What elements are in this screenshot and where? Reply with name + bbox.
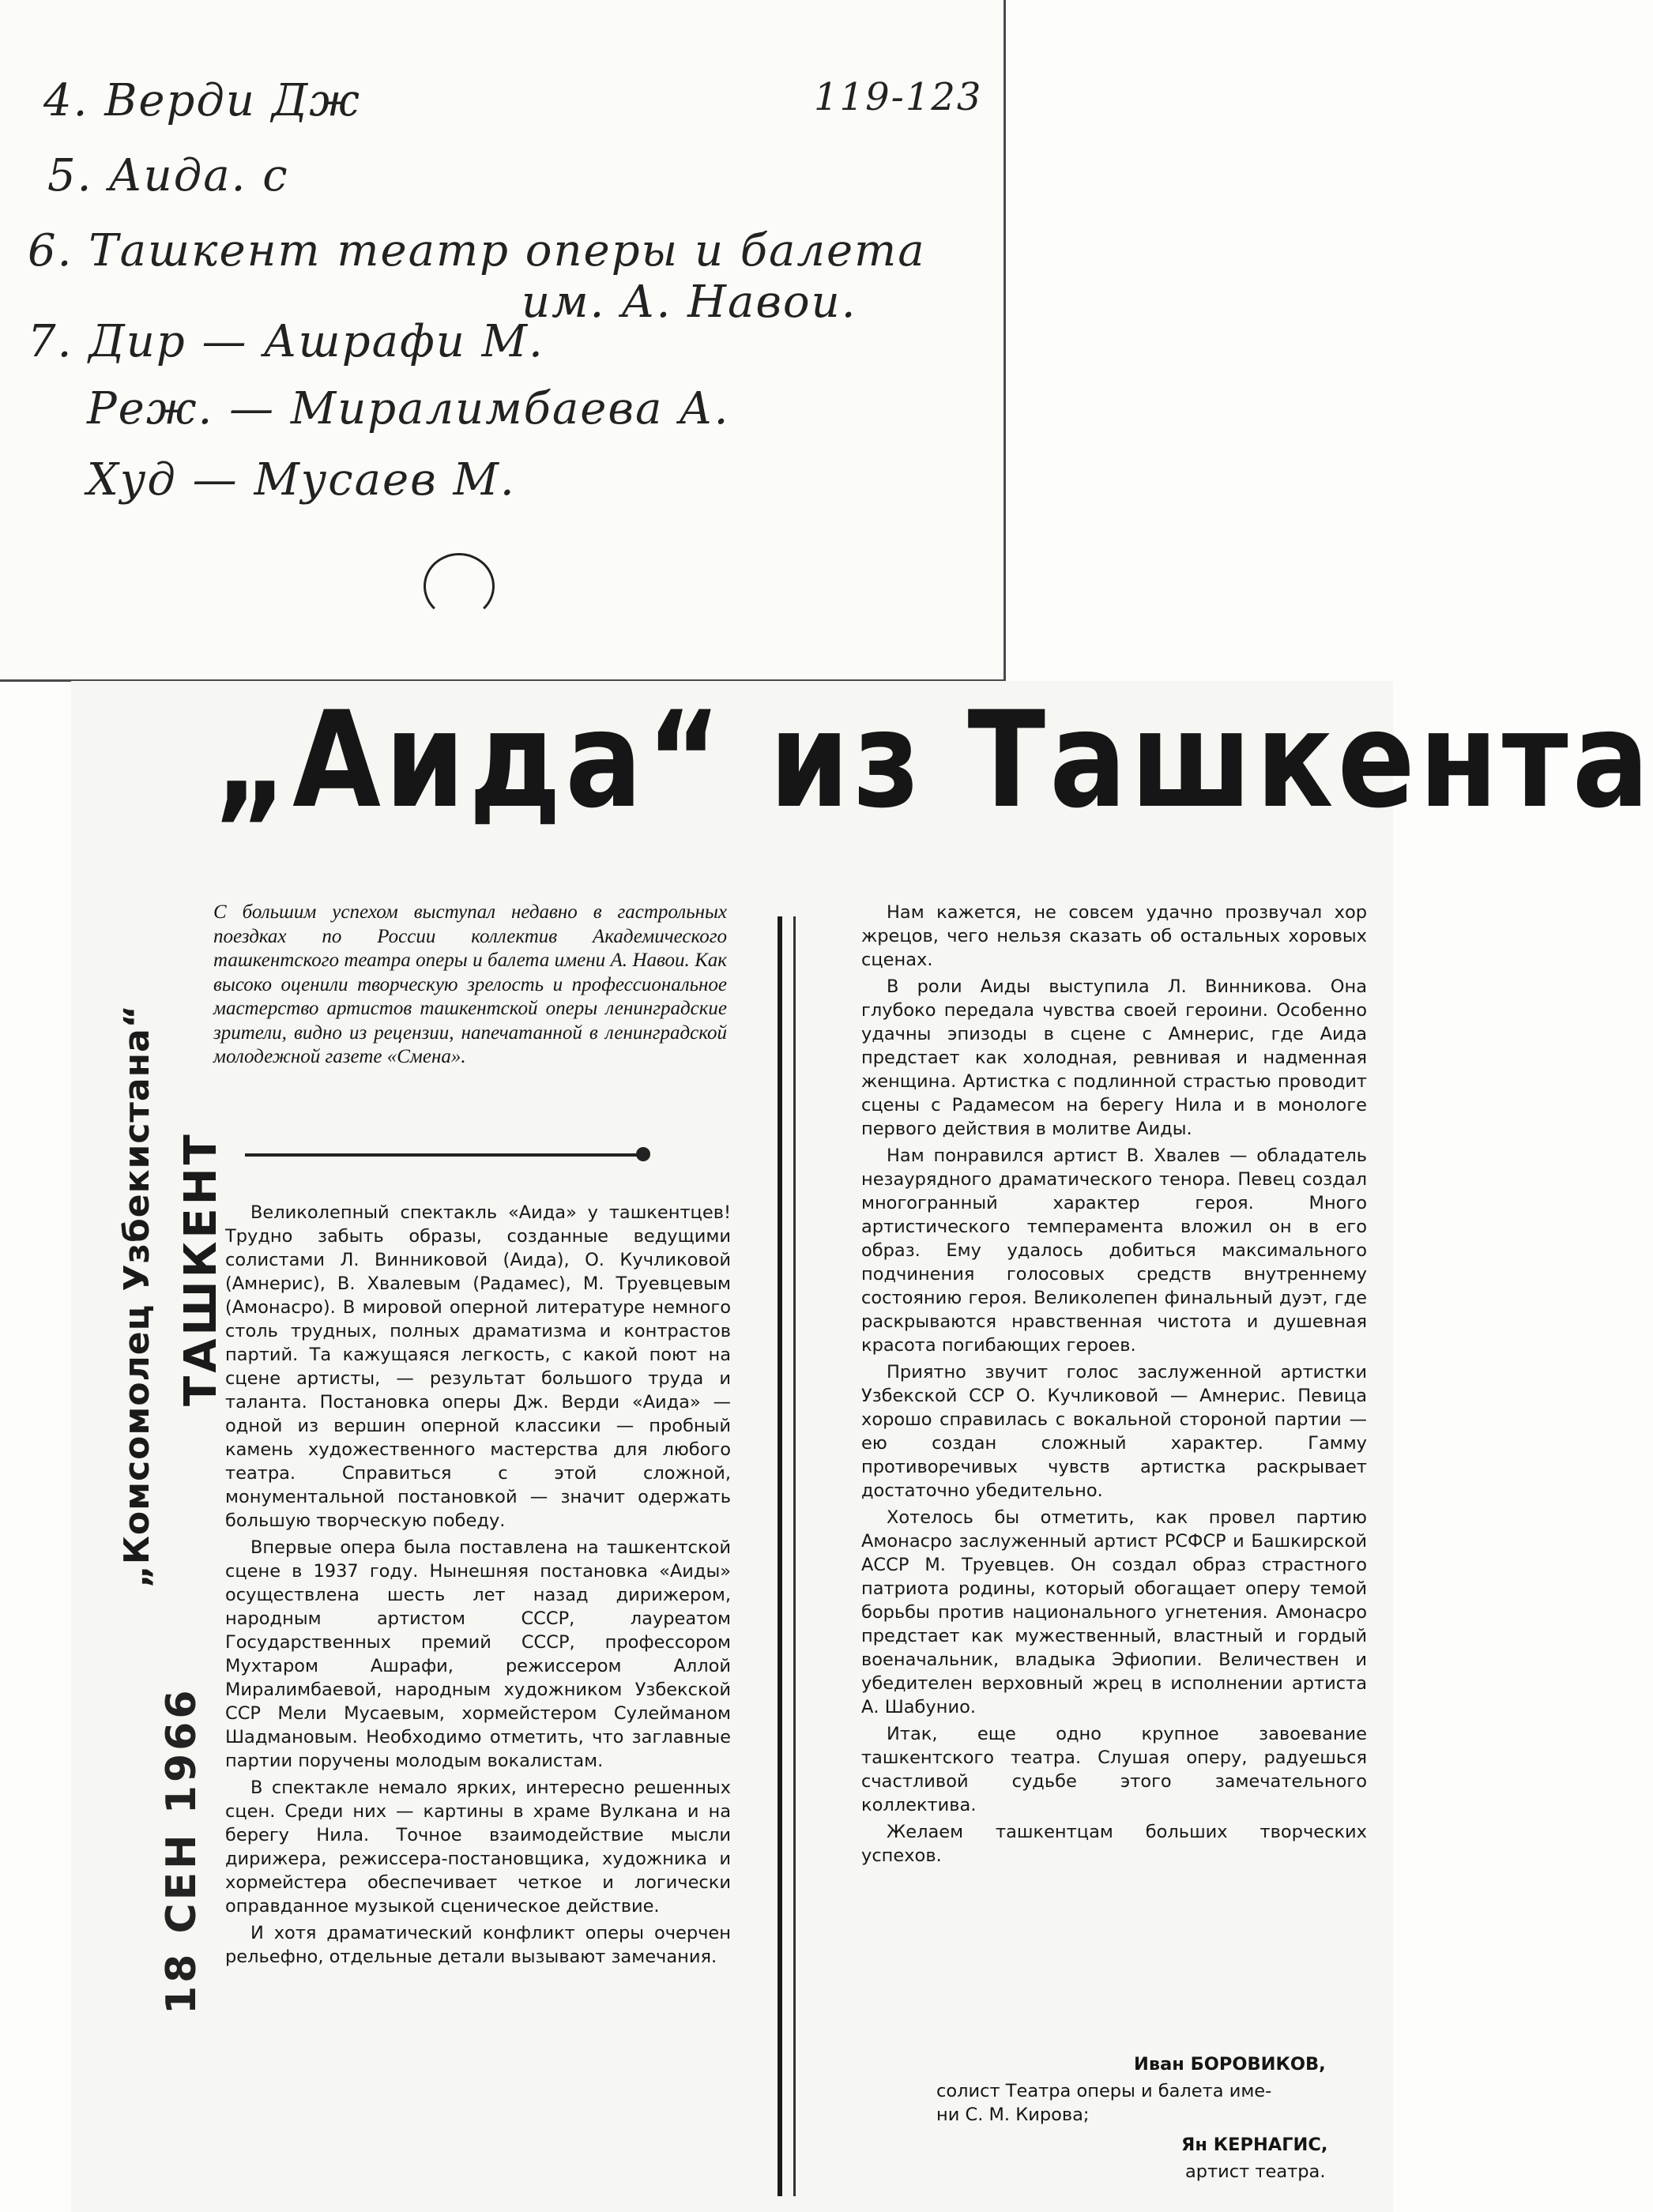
note-line-artist: Худ — Мусаев М. (87, 454, 516, 506)
article-lead (213, 901, 727, 1070)
article-column-2 (861, 901, 1367, 1871)
note-line-6-cont: им. А. Навои. (522, 276, 857, 328)
lead-divider (245, 1153, 644, 1157)
column2-paragraph: Желаем ташкентцам больших творческих успехов. (861, 1822, 1367, 1866)
author-1-title-line-1: солист Театра оперы и балета име- (936, 2081, 1272, 2101)
note-line-6: 6. Ташкент театр оперы и балета (28, 225, 926, 276)
column2-paragraph: Приятно звучит голос заслуженной артистки Узбекской ССР О. Кучликовой — Амнерис. Певица хорошо справилась с вокальной стороной партии — ею создан сложный характер. Гамму противоречивых чувств артистка раскрывает достаточно убедительно. (861, 1362, 1367, 1501)
divider-dot (636, 1147, 650, 1161)
note-page-ref: 119-123 (814, 75, 983, 119)
author-1-title-line-2: ни С. М. Кирова; (936, 2105, 1090, 2125)
note-line-4: 4. Верди Дж (43, 75, 361, 126)
lead-paragraph: С большим успехом выступал недавно в гастрольных поездках по России коллектив Академического ташкентского театра оперы и балета имени А. Навои. Как высоко оценили творческую зрелость и профессиональное мастерство артистов ташкентской оперы ленинградские зрители, видно из рецензии, напечатанной в ленинградской молодежной газете «Смена». (213, 901, 727, 1067)
column2-paragraph: Итак, еще одно крупное завоевание ташкентского театра. Слушая оперу, радуешься счастливой судьбе этого замечательного коллектива. (861, 1724, 1367, 1815)
column-rule (778, 916, 782, 2196)
dateline-city: ТАШКЕНТ (175, 1131, 227, 1406)
author-2-name: Ян КЕРНАГИС, (1181, 2135, 1328, 2155)
column2-paragraph: Хотелось бы отметить, как провел партию Амонасро заслуженный артист РСФСР и Башкирской АССР М. Труевцев. Он создал образ страстного патриота родины, который обогащает оперу темой борьбы против национального угнетения. Амонасро предстает как мужественный, властный и гордый военачальник, владыка Эфиопии. Величествен и убедителен верховный жрец в исполнении артиста А. Шабунио. (861, 1507, 1367, 1717)
handwritten-note (0, 0, 1006, 682)
pencil-circle-mark (424, 553, 495, 619)
column2-paragraph: Нам кажется, не совсем удачно прозвучал хор жрецов, чего нельзя сказать об остальных хоровых сценах. (861, 902, 1367, 970)
column1-paragraph: Впервые опера была поставлена на ташкентской сцене в 1937 году. Нынешняя постановка «Аиды» осуществлена шесть лет назад дирижером, народным артистом СССР, лауреатом Государственных премий СССР, профессором Мухтаром Ашрафи, режиссером Аллой Миралимбаевой, народным художником Узбекской ССР Мели Мусаевым, хормейстером Сулейманом Шадмановым. Необходимо отметить, что заглавные партии поручены молодым вокалистам. (225, 1537, 731, 1771)
column1-paragraph: И хотя драматический конфликт оперы очерчен рельефно, отдельные детали вызывают замечания. (225, 1923, 731, 1967)
column1-paragraph: В спектакле немало ярких, интересно решенных сцен. Среди них — картины в храме Вулкана и на берегу Нила. Точное взаимодействие мысли дирижера, режиссера-постановщика, художника и хормейстера обеспечивает четкое и логически оправданное музыкой сценическое действие. (225, 1778, 731, 1917)
date-stamp: 18 СЕН 1966 (158, 1687, 205, 2014)
column-rule-thin (793, 916, 796, 2196)
note-line-director: Реж. — Миралимбаева А. (87, 383, 730, 434)
column2-paragraph: В роли Аиды выступила Л. Винникова. Она глубоко передала чувства своей героини. Особенно удачны эпизоды в сцене с Амнерис, где Аида предстает как холодная, ревнивая и надменная женщина. Артистка с подлинной страстью проводит сцены с Радамесом на берегу Нила и в монологе первого действия в молитве Аиды. (861, 976, 1367, 1139)
author-2-title: артист театра. (1185, 2161, 1326, 2182)
article-headline: „Аида“ из Ташкента (213, 683, 1653, 837)
author-1-name: Иван БОРОВИКОВ, (1134, 2054, 1326, 2075)
column1-paragraph: Великолепный спектакль «Аида» у ташкентцев! Трудно забыть образы, созданные ведущими солистами Л. Винниковой (Аида), О. Кучликовой (Амнерис), В. Хвалевым (Радамес), М. Труевцевым (Амонасро). В мировой оперной литературе немного столь трудных, полных драматизма и контрастов партий. Та кажущаяся легкость, с какой поют на сцене артисты, — результат большого труда и таланта. Постановка оперы Дж. Верди «Аида» — одной из вершин оперной классики — пробный камень художественного мастерства для любого театра. Справиться с этой сложной, монументальной постановкой — значит одержать большую творческую победу. (225, 1202, 731, 1531)
note-line-7: 7. Дир — Ашрафи М. (28, 316, 544, 367)
article-column-1 (225, 1201, 731, 1972)
column2-paragraph: Нам понравился артист В. Хвалев — обладатель незаурядного драматического тенора. Певец создал многогранный характер героя. Много артистического темперамента вложил он в его образ. Ему удалось добиться максимального подчинения голосовых средств внутреннему состоянию героя. Великолепен финальный дуэт, где раскрываются нравственная чистота и душевная красота погибающих героев. (861, 1146, 1367, 1356)
note-line-5: 5. Аида. с (47, 150, 289, 201)
newspaper-source: „Комсомолец Узбекистана“ (117, 1004, 157, 1588)
